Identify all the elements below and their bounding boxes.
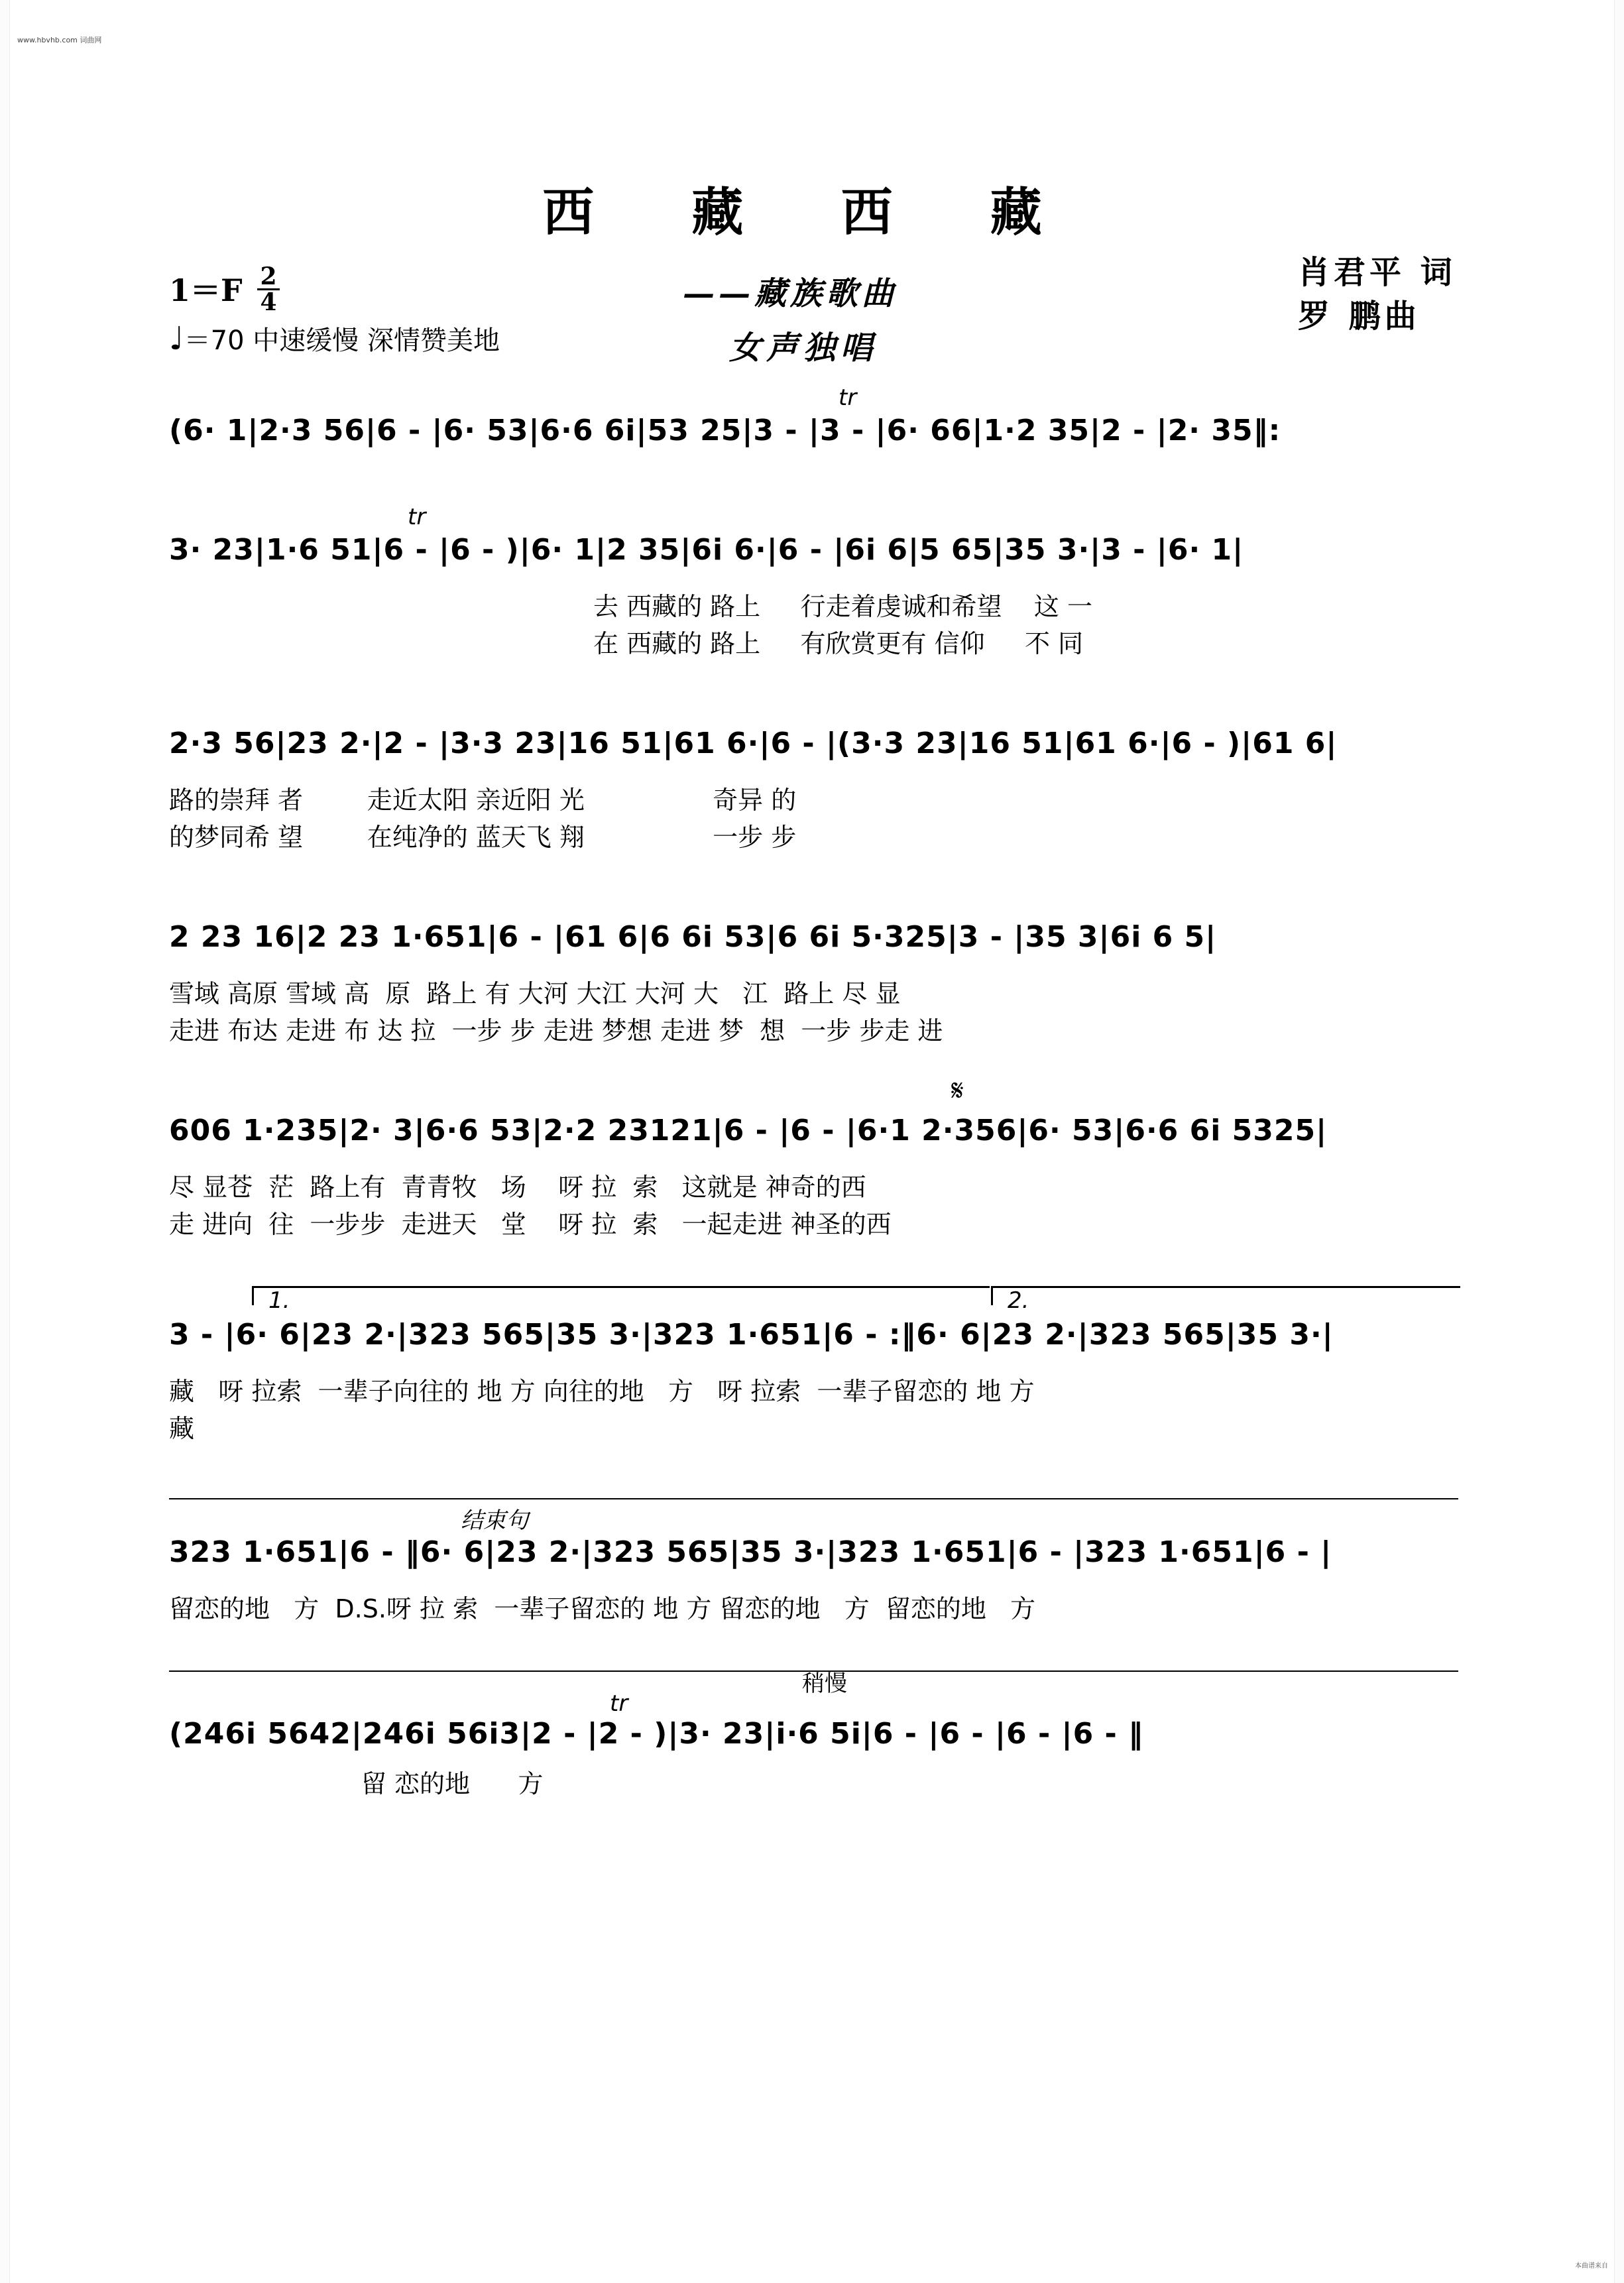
second-ending-bracket <box>991 1286 1460 1305</box>
staff-row-5 <box>169 1074 1458 1250</box>
trill-mark: tr <box>610 1690 628 1717</box>
notes-row-8: (246i 5642|246i 56i3|2 - |2 - )|3· 23|i·6 5i|6 - |6 - |6 - |6 - ‖ <box>169 1717 1144 1751</box>
first-ending-label: 1. <box>268 1287 290 1314</box>
lyrics-row-5-verse-2: 走 进向 往 一步步 走进天 堂 呀 拉 索 一起走进 神圣的西 <box>169 1210 892 1239</box>
tempo-text: ＝70 中速缓慢 深情赞美地 <box>184 325 500 356</box>
composer: 罗 鹏曲 <box>1298 298 1421 335</box>
notes-row-6: 3 - |6· 6|23 2·|323 565|35 3·|323 1·651|6 - :‖6· 6|23 2·|323 565|35 3·| <box>169 1318 1334 1352</box>
quarter-note-icon: ♩ <box>169 320 184 357</box>
site-watermark-top: www.hbvhb.com 词曲网 <box>17 36 102 44</box>
tempo-marking <box>169 320 500 357</box>
notes-row-2: 3· 23|1·6 51|6 - |6 - )|6· 1|2 35|6i 6·|6 - |6i 6|5 65|35 3·|3 - |6· 1| <box>169 533 1244 567</box>
lyrics-row-3-verse-2: 的梦同希 望 在纯净的 蓝天飞 翔 一步 步 <box>169 823 797 852</box>
lyrics-row-4-verse-1: 雪域 高原 雪域 高 原 路上 有 大河 大江 大河 大 江 路上 尽 显 <box>169 979 901 1008</box>
lyrics-row-3-verse-1: 路的崇拜 者 走近太阳 亲近阳 光 奇异 的 <box>169 786 797 815</box>
subtitle: ——藏族歌曲 <box>683 275 898 312</box>
staff-row-8 <box>169 1670 1458 1803</box>
performer: 女声独唱 <box>729 329 878 367</box>
tempo-change-label: 稍慢 <box>802 1670 847 1697</box>
notes-row-1: (6· 1|2·3 56|6 - |6· 53|6·6 6i|53 25|3 - |3 - |6· 66|1·2 35|2 - |2· 35‖: <box>169 414 1281 447</box>
song-title: 西 藏 西 藏 <box>542 182 1082 243</box>
time-top: 2 <box>260 263 277 290</box>
site-watermark-bottom: 本曲谱来自 <box>1575 2262 1608 2270</box>
staff-row-7 <box>169 1498 1458 1637</box>
notes-row-5: 606 1·235|2· 3|6·6 53|2·2 23121|6 - |6 - |6·1 2·356|6· 53|6·6 6i 5325| <box>169 1114 1328 1147</box>
lyrics-row-5-verse-1: 尽 显苍 茫 路上有 青青牧 场 呀 拉 索 这就是 神奇的西 <box>169 1173 866 1202</box>
staff-row-2 <box>169 504 1458 670</box>
time-bottom: 4 <box>260 288 277 316</box>
time-signature <box>257 265 280 314</box>
lyrics-row-8: 留 恋的地 方 <box>169 1769 544 1798</box>
key-signature: 1＝F <box>169 272 243 308</box>
coda-label: 结束句 <box>461 1507 528 1534</box>
continuation-line <box>169 1498 1458 1499</box>
notes-row-3: 2·3 56|23 2·|2 - |3·3 23|16 51|61 6·|6 - |(3·3 23|16 51|61 6·|6 - )|61 6| <box>169 727 1338 760</box>
notes-row-4: 2 23 16|2 23 1·651|6 - |61 6|6 6i 53|6 6i 5·325|3 - |35 3|6i 6 5| <box>169 920 1217 954</box>
trill-mark: tr <box>839 384 857 411</box>
lyrics-row-2-verse-2: 在 西藏的 路上 有欣赏更有 信仰 不 同 <box>593 629 1084 658</box>
staff-row-6 <box>169 1287 1458 1450</box>
right-margin-strip <box>1614 0 1624 2283</box>
lyrics-row-7: 留恋的地 方 D.S.呀 拉 索 一辈子留恋的 地 方 留恋的地 方 留恋的地 方 <box>169 1594 1036 1623</box>
lyrics-row-6-verse-1: 藏 呀 拉索 一辈子向往的 地 方 向往的地 方 呀 拉索 一辈子留恋的 地 方 <box>169 1377 1035 1406</box>
left-margin-strip <box>0 0 10 2283</box>
staff-row-1 <box>169 384 1458 497</box>
lyrics-row-4-verse-2: 走进 布达 走进 布 达 拉 一步 步 走进 梦想 走进 梦 想 一步 步走 进 <box>169 1016 943 1045</box>
staff-row-4 <box>169 904 1458 1057</box>
second-ending-label: 2. <box>1008 1287 1029 1314</box>
lyrics-row-6-verse-2: 藏 <box>169 1414 195 1443</box>
first-ending-bracket <box>252 1286 990 1305</box>
lyricist: 肖君平 词 <box>1298 254 1456 291</box>
notes-row-7: 323 1·651|6 - ‖6· 6|23 2·|323 565|35 3·|323 1·651|6 - |323 1·651|6 - | <box>169 1535 1332 1569</box>
trill-mark: tr <box>408 504 426 530</box>
lyrics-row-2-verse-1: 去 西藏的 路上 行走着虔诚和希望 这 一 <box>593 592 1092 621</box>
staff-row-3 <box>169 711 1458 863</box>
segno-sign: 𝄋 <box>951 1074 964 1108</box>
